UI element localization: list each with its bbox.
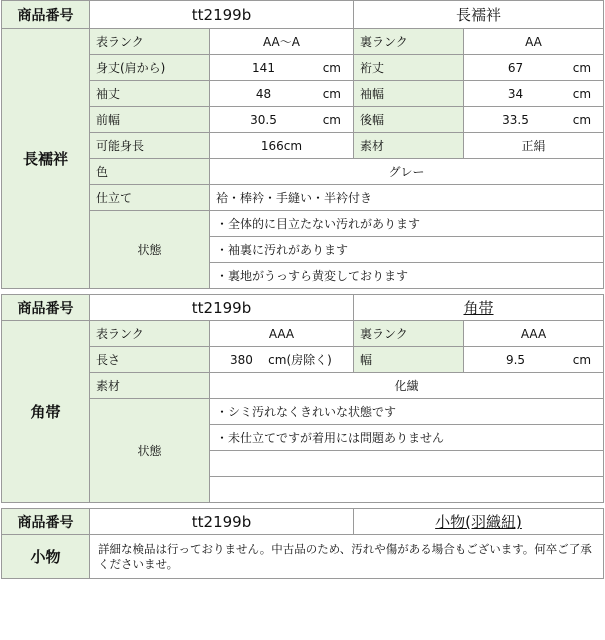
ura-rank: AA [464, 29, 604, 55]
mitake-value: 141 cm [210, 55, 354, 81]
section-label: 小物 [2, 535, 90, 579]
jotai-label: 状態 [90, 211, 210, 289]
product-code-label: 商品番号 [2, 295, 90, 321]
jotai-line [210, 451, 604, 477]
product-code: tt2199b [90, 509, 354, 535]
sozai-label: 素材 [354, 133, 464, 159]
sodetake-label: 袖丈 [90, 81, 210, 107]
kimono-table [1, 0, 604, 289]
nagasa-value: 380 cm(房除く) [210, 347, 354, 373]
iro-label: 色 [90, 159, 210, 185]
ura-rank-label: 裏ランク [354, 321, 464, 347]
sodetake-value: 48 cm [210, 81, 354, 107]
product-code: tt2199b [90, 295, 354, 321]
section-label: 角帯 [2, 321, 90, 503]
jotai-line: ・未仕立てですが着用には問題ありません [210, 425, 604, 451]
section-label: 長襦袢 [2, 29, 90, 289]
notice-text: 詳細な検品は行っておりません。中古品のため、汚れや傷がある場合もございます。何卒ご了承くださいませ。 [90, 535, 604, 579]
kanou-label: 可能身長 [90, 133, 210, 159]
sozai-value: 正絹 [464, 133, 604, 159]
jotai-line: ・全体的に目立たない汚れがあります [210, 211, 604, 237]
jotai-line: ・袖裏に汚れがあります [210, 237, 604, 263]
maehaba-value: 30.5 cm [210, 107, 354, 133]
komono-table [1, 508, 604, 579]
product-code: tt2199b [90, 1, 354, 29]
sodehaba-label: 袖幅 [354, 81, 464, 107]
omote-rank-label: 表ランク [90, 321, 210, 347]
ushirohaba-label: 後幅 [354, 107, 464, 133]
product-name: 角帯 [354, 295, 604, 321]
haba-value: 9.5 cm [464, 347, 604, 373]
product-code-label: 商品番号 [2, 1, 90, 29]
yukitake-value: 67 cm [464, 55, 604, 81]
omote-rank: AAA [210, 321, 354, 347]
ushirohaba-value: 33.5 cm [464, 107, 604, 133]
shitate-label: 仕立て [90, 185, 210, 211]
product-code-label: 商品番号 [2, 509, 90, 535]
ura-rank-label: 裏ランク [354, 29, 464, 55]
product-name: 長襦袢 [354, 1, 604, 29]
haba-label: 幅 [354, 347, 464, 373]
maehaba-label: 前幅 [90, 107, 210, 133]
product-name: 小物(羽織紐) [354, 509, 604, 535]
yukitake-label: 裄丈 [354, 55, 464, 81]
sodehaba-value: 34 cm [464, 81, 604, 107]
omote-rank: AA～A [210, 29, 354, 55]
obi-table [1, 294, 604, 503]
mitake-label: 身丈(肩から) [90, 55, 210, 81]
shitate-value: 袷・棒衿・手縫い・半衿付き [210, 185, 604, 211]
kanou-value: 166cm [210, 133, 354, 159]
sozai-label: 素材 [90, 373, 210, 399]
jotai-line: ・裏地がうっすら黄変しております [210, 263, 604, 289]
iro-value: グレー [210, 159, 604, 185]
omote-rank-label: 表ランク [90, 29, 210, 55]
ura-rank: AAA [464, 321, 604, 347]
jotai-line: ・シミ汚れなくきれいな状態です [210, 399, 604, 425]
jotai-line [210, 477, 604, 503]
nagasa-label: 長さ [90, 347, 210, 373]
sozai-value: 化繊 [210, 373, 604, 399]
jotai-label: 状態 [90, 399, 210, 503]
